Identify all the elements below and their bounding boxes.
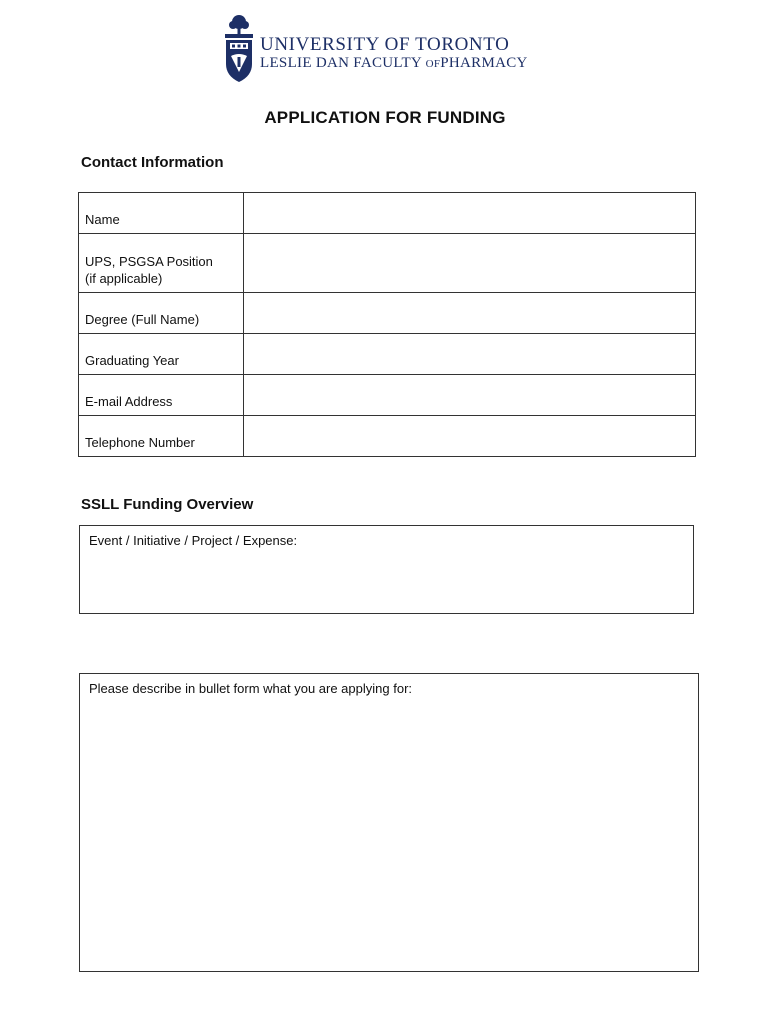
contact-information-heading: Contact Information (81, 154, 224, 171)
name-field[interactable] (244, 193, 696, 234)
position-field[interactable] (244, 234, 696, 293)
event-initiative-label: Event / Initiative / Project / Expense: (89, 533, 298, 548)
telephone-field[interactable] (244, 416, 696, 457)
email-field[interactable] (244, 375, 696, 416)
table-row (79, 416, 696, 457)
email-label: E-mail Address (79, 375, 244, 416)
name-label: Name (79, 193, 244, 234)
degree-label: Degree (Full Name) (79, 293, 244, 334)
table-row (79, 193, 696, 234)
table-row (79, 334, 696, 375)
table-row (79, 234, 696, 293)
university-crest-icon (222, 14, 256, 86)
funding-overview-heading: SSLL Funding Overview (81, 496, 254, 513)
graduating-year-label: Graduating Year (79, 334, 244, 375)
document-title: APPLICATION FOR FUNDING (264, 108, 506, 127)
telephone-label: Telephone Number (79, 416, 244, 457)
table-row (79, 293, 696, 334)
faculty-name: LESLIE DAN FACULTY OFPHARMACY (260, 55, 528, 71)
table-row (79, 375, 696, 416)
graduating-year-field[interactable] (244, 334, 696, 375)
position-label: UPS, PSGSA Position (if applicable) (79, 234, 244, 293)
description-label: Please describe in bullet form what you are applying for: (89, 681, 413, 696)
university-logo (222, 14, 552, 86)
contact-information-table (78, 192, 696, 457)
university-name: UNIVERSITY OF TORONTO (260, 34, 510, 55)
description-box[interactable] (79, 673, 699, 972)
event-initiative-box[interactable] (79, 525, 694, 614)
degree-field[interactable] (244, 293, 696, 334)
